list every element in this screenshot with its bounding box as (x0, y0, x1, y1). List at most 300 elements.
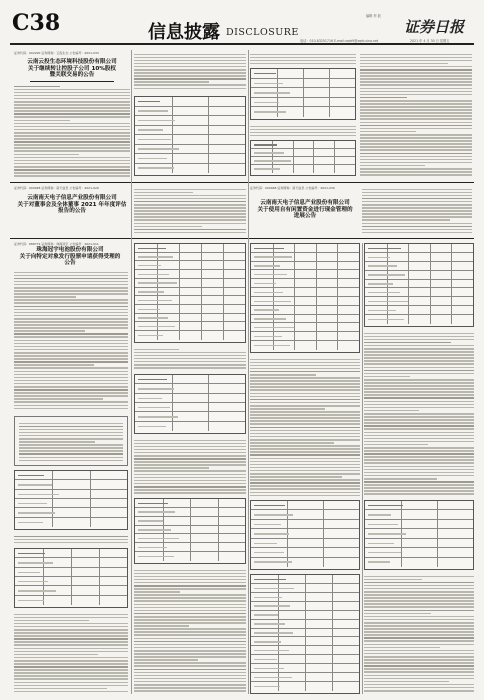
text-line (14, 175, 130, 177)
text-line (250, 439, 360, 441)
text-line (14, 672, 128, 674)
text-column (134, 347, 246, 371)
text-line (19, 423, 123, 425)
text-line (14, 682, 128, 684)
text-line (364, 576, 474, 578)
table-row (365, 244, 473, 253)
text-line (14, 92, 130, 94)
text-line (134, 684, 246, 686)
text-line (14, 318, 128, 320)
text-line (134, 607, 246, 609)
text-line (364, 665, 474, 667)
text-line (14, 389, 128, 391)
text-line (360, 128, 472, 130)
text-line (14, 352, 128, 354)
table-row (251, 323, 359, 332)
table-row (135, 517, 245, 526)
text-line (250, 433, 360, 435)
text-line (364, 469, 474, 471)
text-line (250, 411, 360, 413)
table-row (135, 543, 245, 552)
text-line (364, 481, 474, 483)
text-column (364, 574, 474, 694)
text-line (364, 472, 474, 474)
text-line (364, 671, 474, 673)
table-row (15, 549, 127, 558)
text-line (134, 464, 246, 466)
text-column (14, 270, 128, 410)
text-line (134, 458, 246, 460)
text-line (364, 407, 474, 409)
text-line (14, 275, 128, 277)
text-line (364, 342, 451, 344)
text-line (364, 579, 422, 581)
text-line (134, 644, 246, 646)
text-line (14, 343, 128, 345)
text-line (364, 453, 474, 455)
text-line (364, 360, 474, 362)
table-row (251, 548, 359, 557)
editor-line: 编辑 李 波 (366, 14, 381, 18)
text-line (360, 100, 472, 102)
table-row (251, 262, 359, 271)
text-line (14, 150, 130, 152)
text-column (364, 331, 474, 497)
table-row (15, 596, 127, 605)
text-line (134, 207, 246, 209)
text-line (360, 134, 472, 136)
table-row (15, 508, 127, 517)
text-line (364, 644, 474, 646)
text-line (360, 81, 472, 83)
text-line (14, 626, 128, 628)
text-line (364, 606, 474, 608)
text-line (14, 408, 128, 410)
text-column (14, 84, 130, 180)
data-table (250, 243, 360, 353)
table-row (251, 611, 359, 620)
table-row (365, 539, 473, 548)
table-row (365, 548, 473, 557)
text-line (134, 653, 246, 655)
text-line (364, 597, 474, 599)
text-line (250, 488, 360, 490)
text-line (360, 122, 472, 124)
text-line (134, 78, 246, 80)
text-line (362, 229, 472, 231)
text-line (250, 470, 360, 472)
text-line (19, 426, 123, 428)
text-line (134, 492, 246, 494)
text-line (134, 198, 246, 200)
table-row (251, 529, 359, 538)
text-line (364, 484, 474, 486)
text-line (134, 483, 246, 485)
table-row (251, 297, 359, 306)
text-line (14, 346, 128, 348)
text-line (250, 129, 356, 131)
text-line (14, 141, 130, 143)
text-line (134, 690, 246, 692)
text-line (364, 336, 474, 338)
text-line (360, 106, 472, 108)
text-line (14, 536, 128, 538)
text-line (19, 460, 123, 462)
table-row (251, 539, 359, 548)
text-line (14, 380, 128, 382)
text-line (250, 423, 360, 425)
text-line (364, 388, 474, 390)
text-line (134, 201, 246, 203)
text-line (19, 450, 123, 452)
table-row (15, 480, 127, 489)
text-line (250, 371, 360, 373)
text-line (364, 413, 474, 415)
text-line (134, 625, 189, 627)
text-line (14, 309, 128, 311)
text-line (14, 364, 94, 366)
text-line (364, 659, 474, 661)
table-row (251, 244, 359, 253)
text-line (14, 666, 128, 668)
text-line (364, 493, 474, 495)
column-rule (362, 243, 363, 694)
text-line (134, 477, 246, 479)
text-line (360, 103, 472, 105)
text-line (250, 414, 360, 416)
text-line (250, 57, 356, 59)
text-line (14, 144, 130, 146)
text-line (134, 634, 246, 636)
table-row (135, 126, 245, 136)
text-line (14, 539, 128, 541)
text-line (360, 60, 472, 62)
block-divider (10, 182, 474, 183)
text-line (250, 442, 334, 444)
text-line (134, 613, 246, 615)
text-line (14, 675, 128, 677)
text-line (364, 370, 474, 372)
table-row (15, 490, 127, 499)
text-line (362, 207, 472, 209)
table-row (135, 116, 245, 126)
text-line (134, 665, 246, 667)
text-line (360, 66, 472, 68)
table-row (251, 157, 355, 165)
text-line (360, 69, 472, 71)
table-row (135, 270, 245, 279)
text-line (14, 157, 130, 159)
table-row (251, 629, 359, 638)
text-line (134, 352, 246, 354)
text-line (14, 663, 128, 665)
text-line (14, 120, 70, 122)
table-row (135, 305, 245, 314)
text-line (364, 416, 474, 418)
data-table (134, 243, 246, 343)
text-line (364, 653, 474, 655)
table-row (135, 164, 245, 174)
table-row (251, 69, 355, 79)
text-line (134, 57, 246, 59)
text-line (14, 635, 128, 637)
table-row (135, 244, 245, 253)
text-line (14, 383, 128, 385)
text-line (14, 657, 128, 659)
text-line (360, 149, 472, 151)
text-line (134, 349, 179, 351)
text-line (250, 467, 360, 469)
text-line (134, 232, 246, 234)
text-line (134, 69, 246, 71)
text-line (19, 435, 123, 437)
header-rule (10, 43, 474, 45)
text-line (364, 619, 474, 621)
text-line (134, 440, 246, 442)
highlight-box (14, 416, 128, 466)
text-line (362, 219, 450, 221)
table-row (365, 288, 473, 297)
table-row (251, 165, 355, 173)
text-line (364, 616, 474, 618)
table-row (251, 593, 359, 602)
table-row (15, 577, 127, 586)
text-line (360, 171, 472, 173)
text-line (14, 306, 128, 308)
text-line (134, 489, 246, 491)
text-line (134, 364, 246, 366)
text-line (134, 455, 246, 457)
text-line (364, 385, 474, 387)
text-line (134, 446, 246, 448)
table-row (135, 279, 245, 288)
date-line: 2021 年 4 月 30 日 星期五 (410, 39, 450, 43)
text-line (250, 420, 360, 422)
text-line (134, 60, 246, 62)
text-line (134, 619, 246, 621)
text-line (134, 582, 246, 584)
text-column (134, 187, 246, 235)
text-line (250, 380, 360, 382)
text-line (14, 135, 130, 137)
text-line (14, 312, 128, 314)
table-row (135, 154, 245, 164)
table-row (135, 135, 245, 145)
table-row (251, 584, 359, 593)
column-rule (248, 50, 249, 694)
data-table (250, 68, 356, 120)
text-line (14, 101, 130, 103)
data-table (250, 574, 360, 694)
text-line (364, 684, 474, 686)
table-row (251, 279, 359, 288)
text-line (134, 641, 246, 643)
text-line (364, 351, 474, 353)
table-row (135, 394, 245, 403)
text-line (364, 367, 474, 369)
text-line (360, 174, 472, 176)
text-line (364, 487, 474, 489)
newspaper-logo: 证券日报 (404, 18, 465, 36)
text-line (14, 405, 128, 407)
table-row (251, 602, 359, 611)
table-row (251, 510, 359, 519)
text-line (134, 474, 246, 476)
text-line (14, 623, 128, 625)
table-row (135, 384, 245, 393)
text-line (360, 165, 425, 167)
text-line (14, 333, 128, 335)
text-line (14, 138, 130, 140)
table-row (135, 422, 245, 431)
text-line (362, 189, 472, 191)
table-row (135, 331, 245, 340)
text-line (360, 146, 472, 148)
text-column (134, 568, 246, 694)
text-line (364, 363, 474, 365)
text-line (14, 641, 128, 643)
text-line (364, 647, 440, 649)
text-line (250, 389, 360, 391)
text-line (364, 668, 474, 670)
text-line (14, 542, 128, 544)
text-line (364, 582, 474, 584)
text-line (362, 232, 472, 234)
text-line (134, 443, 246, 445)
text-line (250, 464, 360, 466)
table-row (251, 315, 359, 324)
data-table (134, 374, 246, 434)
text-line (364, 622, 474, 624)
text-line (134, 54, 246, 56)
text-line (14, 160, 130, 162)
text-line (364, 438, 474, 440)
text-line (362, 204, 472, 206)
text-line (134, 647, 246, 649)
text-line (14, 377, 128, 379)
text-line (14, 374, 128, 376)
text-line (14, 355, 128, 357)
table-row (135, 375, 245, 384)
text-line (134, 223, 246, 225)
text-line (14, 132, 130, 134)
table-row (251, 558, 359, 567)
text-line (250, 482, 360, 484)
text-line (134, 631, 246, 633)
text-line (14, 107, 130, 109)
text-line (364, 687, 474, 689)
text-line (134, 576, 246, 578)
text-line (14, 336, 128, 338)
table-row (135, 288, 245, 297)
text-line (364, 591, 474, 593)
page-header (0, 0, 484, 46)
text-line (134, 669, 246, 671)
text-line (14, 398, 103, 400)
text-line (134, 470, 246, 472)
text-line (360, 72, 472, 74)
table-row (251, 270, 359, 279)
text-line (14, 401, 128, 403)
text-line (134, 361, 246, 363)
text-line (14, 98, 130, 100)
table-row (135, 552, 245, 561)
text-line (14, 163, 130, 165)
text-line (14, 129, 130, 131)
text-line (14, 629, 128, 631)
text-line (364, 588, 474, 590)
table-row (135, 296, 245, 305)
text-line (19, 438, 123, 440)
table-row (251, 620, 359, 629)
text-line (14, 315, 128, 317)
text-column (362, 187, 472, 235)
text-line (364, 603, 474, 605)
page-code: C38 (12, 10, 61, 36)
text-line (364, 382, 474, 384)
text-line (134, 213, 246, 215)
text-line (360, 115, 472, 117)
text-line (134, 672, 246, 674)
table-row (15, 499, 127, 508)
text-line (134, 622, 246, 624)
text-column (14, 612, 128, 694)
text-line (134, 216, 246, 218)
text-line (364, 450, 474, 452)
text-column (134, 52, 246, 92)
text-line (364, 656, 474, 658)
text-line (250, 383, 360, 385)
table-row (365, 529, 473, 538)
text-line (364, 475, 474, 477)
text-line (14, 166, 130, 168)
text-line (14, 113, 130, 115)
text-line (364, 404, 474, 406)
text-line (364, 357, 474, 359)
table-row (251, 646, 359, 655)
text-line (250, 458, 360, 460)
text-column (250, 52, 356, 66)
text-column (250, 124, 356, 138)
text-line (364, 379, 474, 381)
table-row (365, 558, 473, 567)
text-line (14, 296, 76, 298)
table-row (365, 253, 473, 262)
text-line (360, 75, 472, 77)
text-line (14, 614, 128, 616)
text-line (364, 478, 437, 480)
text-line (364, 625, 474, 627)
text-line (134, 195, 246, 197)
text-line (134, 66, 246, 68)
table-row (251, 341, 359, 350)
table-row (135, 97, 245, 107)
text-line (250, 402, 360, 404)
table-row (251, 149, 355, 157)
table-row (135, 145, 245, 155)
table-row (251, 520, 359, 529)
text-line (134, 656, 246, 658)
text-line (14, 654, 98, 656)
text-line (364, 613, 431, 615)
text-line (134, 675, 246, 677)
text-line (134, 650, 246, 652)
text-line (364, 419, 474, 421)
text-line (250, 377, 360, 379)
text-line (14, 89, 130, 91)
text-column (250, 357, 360, 497)
text-line (134, 226, 202, 228)
